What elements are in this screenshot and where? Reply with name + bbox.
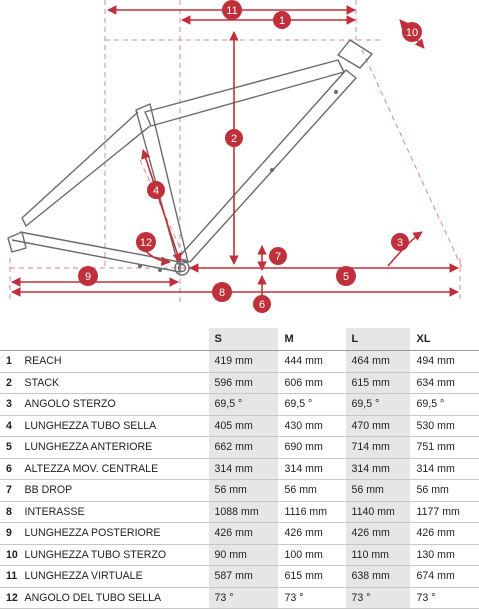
row-label: ANGOLO STERZO — [22, 394, 208, 416]
geometry-table — [0, 328, 479, 609]
svg-text:8: 8 — [218, 287, 226, 299]
row-number: 4 — [0, 415, 22, 437]
svg-text:12: 12 — [139, 237, 153, 249]
value-l: 110 mm — [345, 544, 410, 566]
svg-text:6: 6 — [258, 299, 266, 311]
svg-text:5: 5 — [342, 271, 350, 283]
value-xl: 1177 mm — [410, 501, 479, 523]
svg-text:11: 11 — [226, 5, 238, 17]
value-s: 56 mm — [208, 480, 278, 502]
value-xl: 314 mm — [410, 458, 479, 480]
size-header-s: S — [208, 328, 278, 351]
value-s: 69,5 ° — [208, 394, 278, 416]
value-s: 405 mm — [208, 415, 278, 437]
value-s: 662 mm — [208, 437, 278, 459]
size-header-m: M — [278, 328, 345, 351]
row-number: 9 — [0, 523, 22, 545]
value-m: 426 mm — [278, 523, 345, 545]
table-row — [0, 587, 479, 609]
table-row — [0, 544, 479, 566]
row-label: BB DROP — [22, 480, 208, 502]
value-xl: 130 mm — [410, 544, 479, 566]
value-m: 69,5 ° — [278, 394, 345, 416]
value-xl: 530 mm — [410, 415, 479, 437]
value-s: 314 mm — [208, 458, 278, 480]
svg-text:3: 3 — [396, 237, 404, 249]
value-l: 470 mm — [345, 415, 410, 437]
value-s: 419 mm — [208, 351, 278, 373]
value-m: 444 mm — [278, 351, 345, 373]
header-num — [0, 328, 22, 351]
value-xl: 634 mm — [410, 372, 479, 394]
row-label: LUNGHEZZA VIRTUALE — [22, 566, 208, 588]
value-l: 73 ° — [345, 587, 410, 609]
svg-text:9: 9 — [84, 271, 92, 283]
value-m: 606 mm — [278, 372, 345, 394]
value-s: 587 mm — [208, 566, 278, 588]
value-m: 690 mm — [278, 437, 345, 459]
value-xl: 69,5 ° — [410, 394, 479, 416]
table-header-row — [0, 328, 479, 351]
svg-text:2: 2 — [230, 133, 238, 145]
table-row — [0, 372, 479, 394]
row-label: LUNGHEZZA TUBO STERZO — [22, 544, 208, 566]
row-label: LUNGHEZZA TUBO SELLA — [22, 415, 208, 437]
row-label: ANGOLO DEL TUBO SELLA — [22, 587, 208, 609]
value-xl: 426 mm — [410, 523, 479, 545]
value-s: 1088 mm — [208, 501, 278, 523]
svg-text:10: 10 — [405, 27, 419, 39]
row-label: LUNGHEZZA ANTERIORE — [22, 437, 208, 459]
callout-6 — [253, 295, 271, 313]
row-label: LUNGHEZZA POSTERIORE — [22, 523, 208, 545]
svg-text:1: 1 — [278, 15, 286, 27]
callout-3 — [391, 233, 409, 251]
callout-11 — [222, 0, 242, 20]
value-m: 1116 mm — [278, 501, 345, 523]
table-row — [0, 351, 479, 373]
callout-4 — [147, 181, 165, 199]
row-number: 5 — [0, 437, 22, 459]
size-header-xl: XL — [410, 328, 479, 351]
callout-5 — [336, 266, 356, 286]
value-s: 596 mm — [208, 372, 278, 394]
bike-frame — [8, 40, 372, 275]
value-s: 73 ° — [208, 587, 278, 609]
row-number: 2 — [0, 372, 22, 394]
callout-10 — [402, 22, 422, 42]
table-row — [0, 566, 479, 588]
row-number: 12 — [0, 587, 22, 609]
row-label: ALTEZZA MOV. CENTRALE — [22, 458, 208, 480]
header-name — [22, 328, 208, 351]
svg-text:7: 7 — [274, 251, 282, 263]
table-row — [0, 415, 479, 437]
table-row — [0, 523, 479, 545]
value-m: 100 mm — [278, 544, 345, 566]
callout-9 — [78, 266, 98, 286]
value-m: 314 mm — [278, 458, 345, 480]
value-l: 638 mm — [345, 566, 410, 588]
row-number: 7 — [0, 480, 22, 502]
value-m: 56 mm — [278, 480, 345, 502]
table-row — [0, 394, 479, 416]
value-m: 615 mm — [278, 566, 345, 588]
callout-8 — [212, 282, 232, 302]
row-number: 1 — [0, 351, 22, 373]
row-label: INTERASSE — [22, 501, 208, 523]
callout-12 — [136, 232, 156, 252]
table-row — [0, 458, 479, 480]
value-l: 464 mm — [345, 351, 410, 373]
value-xl: 494 mm — [410, 351, 479, 373]
value-l: 69,5 ° — [345, 394, 410, 416]
value-l: 615 mm — [345, 372, 410, 394]
value-xl: 674 mm — [410, 566, 479, 588]
size-header-l: L — [345, 328, 410, 351]
table-row — [0, 437, 479, 459]
row-number: 11 — [0, 566, 22, 588]
table-row — [0, 480, 479, 502]
row-label: STACK — [22, 372, 208, 394]
value-m: 430 mm — [278, 415, 345, 437]
row-number: 6 — [0, 458, 22, 480]
row-label: REACH — [22, 351, 208, 373]
value-l: 714 mm — [345, 437, 410, 459]
value-l: 1140 mm — [345, 501, 410, 523]
row-number: 3 — [0, 394, 22, 416]
value-xl: 73 ° — [410, 587, 479, 609]
value-l: 314 mm — [345, 458, 410, 480]
value-m: 73 ° — [278, 587, 345, 609]
row-number: 8 — [0, 501, 22, 523]
row-number: 10 — [0, 544, 22, 566]
callout-2 — [225, 129, 243, 147]
value-xl: 56 mm — [410, 480, 479, 502]
value-l: 56 mm — [345, 480, 410, 502]
svg-text:4: 4 — [152, 185, 160, 197]
value-xl: 751 mm — [410, 437, 479, 459]
value-s: 426 mm — [208, 523, 278, 545]
value-s: 90 mm — [208, 544, 278, 566]
value-l: 426 mm — [345, 523, 410, 545]
table-row — [0, 501, 479, 523]
callout-7 — [269, 247, 287, 265]
callout-1 — [273, 11, 291, 29]
